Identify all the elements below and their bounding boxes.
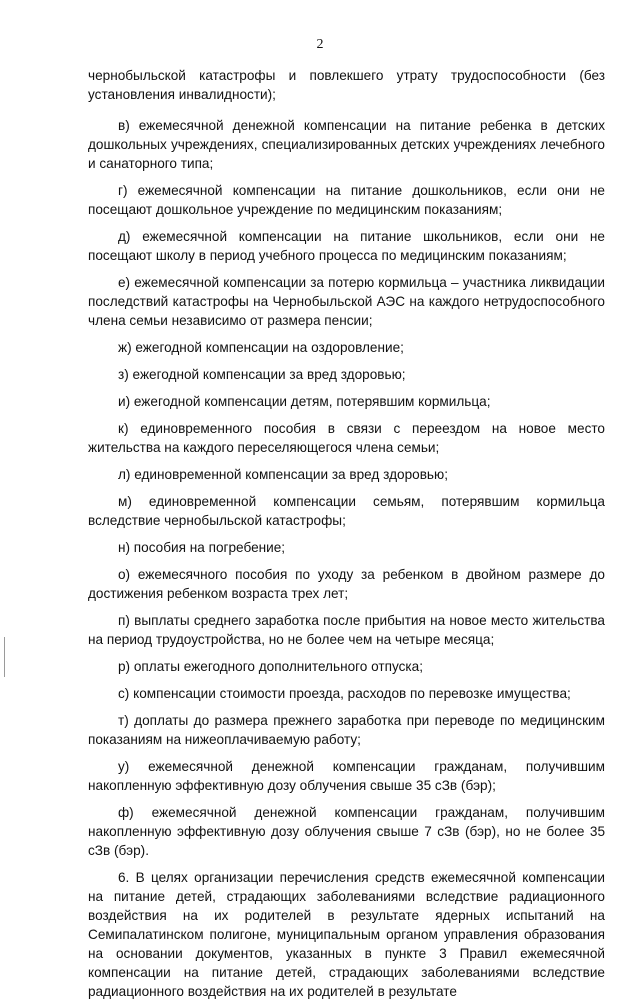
- list-item-n: н) пособия на погребение;: [118, 540, 286, 555]
- list-item-v: в) ежемесячной денежной компенсации на питание ребенка в детских дошкольных учреждениях, специализированных детских учреждениях лечебного и санаторного типа;: [88, 118, 605, 171]
- list-item-zh: ж) ежегодной компенсации на оздоровление;: [118, 340, 404, 355]
- section-6-paragraph: 6. В целях организации перечисления средств ежемесячной компенсации на питание детей, страдающих заболеваниями вследствие радиационного воздействия на их родителей в результате ядерных испытаний на Семипалатинском полигоне, муниципальным органом управления образования на основании документов, указанных в пункте 3 Правил ежемесячной компенсации на питание детей, страдающих заболеваниями вследствие радиационного воздействия на их родителей в результате: [88, 870, 605, 999]
- list-item-l: л) единовременной компенсации за вред здоровью;: [118, 467, 448, 482]
- list-item-k: к) единовременного пособия в связи с переездом на новое место жительства на каждого переселяющегося члена семьи;: [88, 421, 605, 455]
- list-item-u: у) ежемесячной денежной компенсации гражданам, получившим накопленную эффективную дозу облучения свыше 35 сЗв (бэр);: [88, 759, 605, 793]
- list-item-e: е) ежемесячной компенсации за потерю кормильца – участника ликвидации последствий катастрофы на Чернобыльской АЭС на каждого нетрудоспособного члена семьи независимо от размера пенсии;: [88, 275, 605, 328]
- document-body: [88, 66, 605, 1001]
- list-item-z: з) ежегодной компенсации за вред здоровью;: [118, 367, 406, 382]
- list-item-i: и) ежегодной компенсации детям, потерявшим кормильца;: [118, 394, 491, 409]
- paragraph-continuation: чернобыльской катастрофы и повлекшего утрату трудоспособности (без установления инвалидности);: [88, 68, 605, 102]
- list-item-p: п) выплаты среднего заработка после прибытия на новое место жительства на период трудоустройства, но не более чем на четыре месяца;: [88, 613, 605, 647]
- list-item-o: о) ежемесячного пособия по уходу за ребенком в двойном размере до достижения ребенком возраста трех лет;: [88, 567, 605, 601]
- margin-mark: [4, 637, 5, 677]
- page-number: 2: [316, 37, 324, 52]
- list-item-d: д) ежемесячной компенсации на питание школьников, если они не посещают школу в период учебного процесса по медицинским показаниям;: [88, 229, 605, 263]
- list-item-s: с) компенсации стоимости проезда, расходов по перевозке имущества;: [118, 686, 571, 701]
- list-item-t: т) доплаты до размера прежнего заработка при переводе по медицинским показаниям на нижеоплачиваемую работу;: [88, 713, 605, 747]
- list-item-m: м) единовременной компенсации семьям, потерявшим кормильца вследствие чернобыльской катастрофы;: [88, 494, 605, 528]
- list-item-r: р) оплаты ежегодного дополнительного отпуска;: [118, 659, 424, 674]
- list-item-g: г) ежемесячной компенсации на питание дошкольников, если они не посещают дошкольное учреждение по медицинским показаниям;: [88, 183, 605, 217]
- list-item-f: ф) ежемесячной денежной компенсации гражданам, получившим накопленную эффективную дозу облучения свыше 7 сЗв (бэр), но не более 35 сЗв (бэр).: [88, 805, 605, 858]
